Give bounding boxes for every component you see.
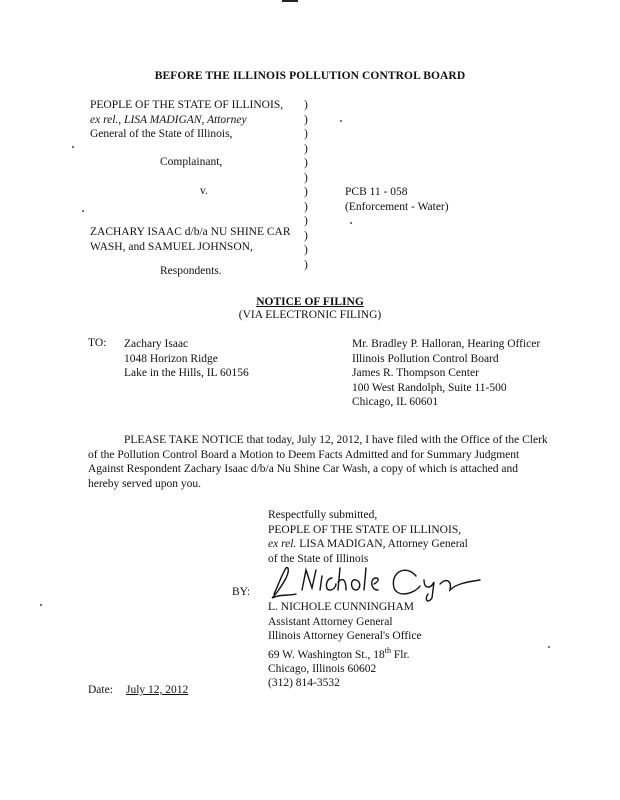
handwritten-signature [266,564,516,602]
date-label: Date: [88,684,113,696]
paren: ) [304,186,308,198]
signer-city: Chicago, Illinois 60602 [268,662,377,675]
signer-address-post: Flr. [391,648,410,661]
closing-ex-rel-rest: LISA MADIGAN, Attorney General [296,538,468,550]
court-title: BEFORE THE ILLINOIS POLLUTION CONTROL BOARD [154,70,466,82]
paren: ) [304,99,308,111]
defendant-line-1: ZACHARY ISAAC d/b/a NU SHINE CAR [90,226,291,238]
date-value: July 12, 2012 [126,684,189,696]
recipient-left-line: Lake in the Hills, IL 60156 [124,367,249,379]
scan-speck [72,146,74,148]
signer-name: L. NICHOLE CUNNINGHAM [268,601,414,613]
recipient-right-line: Chicago, IL 60601 [352,396,439,408]
case-info [345,185,449,214]
recipient-right-line: 100 West Randolph, Suite 11-500 [352,381,507,394]
recipient-right [352,337,540,410]
signer-block [268,600,422,691]
signer-address-pre: 69 W. Washington St., 18 [268,648,385,661]
signer-address-sup: th [384,645,391,655]
paren: ) [304,200,308,213]
scan-speck [350,222,352,224]
closing-state: of the State of Illinois [268,552,369,565]
complainant-label: Complainant, [160,156,223,168]
recipient-left-line: 1048 Horizon Ridge [124,352,218,365]
notice-subtitle: (VIA ELECTRONIC FILING) [238,309,382,321]
closing-salutation: Respectfully submitted, [268,509,378,521]
defendant-line-2: WASH, and SAMUEL JOHNSON, [90,240,253,253]
paren: ) [304,128,308,140]
closing-ex-rel-italic: ex rel. [268,538,297,550]
recipient-left-line: Zachary Isaac [124,338,189,350]
paren: ) [304,244,308,256]
signature-image [266,564,516,602]
scan-speck [82,210,84,212]
paren: ) [304,113,308,126]
closing-party: PEOPLE OF THE STATE OF ILLINOIS, [268,523,462,536]
recipient-right-line: Illinois Pollution Control Board [352,352,499,365]
notice-body-text: PLEASE TAKE NOTICE that today, July 12, 2012, I have filed with the Office of the Clerk of the Pollution Control Board a Motion to Deem Facts Admitted and for Summary Judgment Against Respondent Zachary Isaac d/b/a Nu Shine Car Wash, a copy of which is attached and hereby served upon you. [88,434,548,490]
defendant-block [90,225,291,254]
recipient-right-line: James R. Thompson Center [352,367,479,379]
plaintiff-line-2 [90,113,283,128]
plaintiff-line-1: PEOPLE OF THE STATE OF ILLINOIS, [90,99,284,111]
scan-speck [548,646,550,648]
case-number: PCB 11 - 058 [345,186,408,198]
paren: ) [304,258,308,271]
caption-parens [304,98,308,272]
closing-ex-rel [268,537,468,552]
scan-speck [340,120,342,122]
scan-mark [282,0,298,2]
scan-speck [40,604,42,606]
recipient-left [124,337,249,381]
by-label: BY: [232,586,251,598]
closing-block [268,508,468,566]
signer-title: Assistant Attorney General [268,615,393,628]
signer-phone: (312) 814-3532 [268,677,340,690]
notice-title: NOTICE OF FILING [256,296,364,308]
versus-label: v. [200,185,208,197]
signer-office: Illinois Attorney General's Office [268,630,422,642]
paren: ) [304,229,308,242]
to-label: TO: [88,337,107,349]
plaintiff-block [90,98,283,142]
paren: ) [304,171,308,184]
plaintiff-line-2-text: ex rel., LISA MADIGAN, Attorney [90,113,247,126]
recipient-right-line: Mr. Bradley P. Halloran, Hearing Officer [352,338,541,350]
notice-body [88,433,548,491]
case-type: (Enforcement - Water) [345,200,449,213]
respondents-label: Respondents. [160,265,222,277]
plaintiff-line-3: General of the State of Illinois, [90,128,233,140]
signer-address [268,644,422,662]
paren: ) [304,215,308,227]
paren: ) [304,142,308,155]
paren: ) [304,157,308,169]
